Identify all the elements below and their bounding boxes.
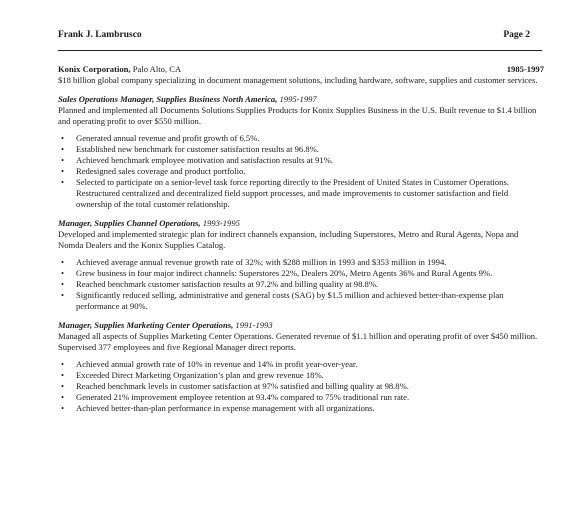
- bullet-item: • Exceeded Direct Marketing Organization’s plan and grew revenue 18%.: [58, 370, 544, 381]
- role-section: [58, 320, 544, 414]
- company-line: [58, 64, 544, 75]
- role-summary: Planned and implemented all Documents Solutions Supplies Products for Konix Supplies Business in the U.S. Built revenue to $1.4 billion and operating profit to over $550 million.: [58, 105, 537, 126]
- bullet-item: • Significantly reduced selling, administrative and general costs (SAG) by $1.5 million and achieved better-than-expense plan performance at 90%.: [58, 290, 544, 312]
- bullet-item: • Established new benchmark for customer satisfaction results at 96.8%.: [58, 144, 544, 155]
- role-bullets: [58, 359, 544, 414]
- company-years: 1985-1997: [506, 64, 544, 74]
- role-bullets: [58, 133, 544, 210]
- bullet-item: • Reached benchmark customer satisfaction results at 97.2% and billing quality at 98.8%.: [58, 279, 544, 290]
- header-page-number: Page 2: [503, 30, 530, 40]
- resume-body: [58, 64, 544, 414]
- company-description: $18 billion global company specializing in document management solutions, including hardware, software, supplies and customer services.: [58, 75, 538, 85]
- bullet-item: • Achieved benchmark employee motivation and satisfaction results at 91%.: [58, 155, 544, 166]
- role-bullets: [58, 257, 544, 312]
- bullet-item: • Generated annual revenue and profit growth of 6.5%.: [58, 133, 544, 144]
- company-name: Konix Corporation,: [58, 64, 131, 74]
- bullet-item: • Redesigned sales coverage and product portfolio.: [58, 166, 544, 177]
- bullet-item: • Achieved better-than-plan performance in expense management with all organizations.: [58, 403, 544, 414]
- role-title: Sales Operations Manager, Supplies Business North America, 1995-1997: [58, 94, 317, 104]
- role-title: Manager, Supplies Channel Operations, 1993-1995: [58, 218, 240, 228]
- bullet-item: • Selected to participate on a senior-level task force reporting directly to the President of United States in Customer Operations. Restructured centralized and decentralized field support processes, and made improvements to customer satisfaction and field ownership of the total customer relationship.: [58, 177, 544, 210]
- bullet-item: • Achieved annual growth rate of 10% in revenue and 14% in profit year-over-year.: [58, 359, 544, 370]
- company-location: Palo Alto, CA: [130, 64, 182, 74]
- header-divider: [58, 50, 542, 51]
- role-section: [58, 94, 544, 210]
- header-name: Frank J. Lambrusco: [58, 30, 142, 40]
- role-title: Manager, Supplies Marketing Center Operations, 1991-1993: [58, 320, 273, 330]
- role-summary: Managed all aspects of Supplies Marketing Center Operations. Generated revenue of $1.1 billion and operating profit of over $450 million. Supervised 377 employees and five Regional Manager direct reports.: [58, 331, 538, 352]
- role-section: [58, 218, 544, 312]
- bullet-item: • Grew business in four major indirect channels: Superstores 22%, Dealers 20%, Metro Agents 36% and Rural Agents 9%.: [58, 268, 544, 279]
- bullet-item: • Generated 21% improvement employee retention at 93.4% compared to 75% traditional run rate.: [58, 392, 544, 403]
- bullet-item: • Reached benchmark levels in customer satisfaction at 97% satisfied and billing quality at 98.8%.: [58, 381, 544, 392]
- role-summary: Developed and implemented strategic plan for indirect channels expansion, including Superstores, Metro and Rural Agents, Nopa and Nomda Dealers and the Konix Supplies Catalog.: [58, 229, 519, 250]
- bullet-item: • Achieved average annual revenue growth rate of 32%; with $288 million in 1993 and $353 million in 1994.: [58, 257, 544, 268]
